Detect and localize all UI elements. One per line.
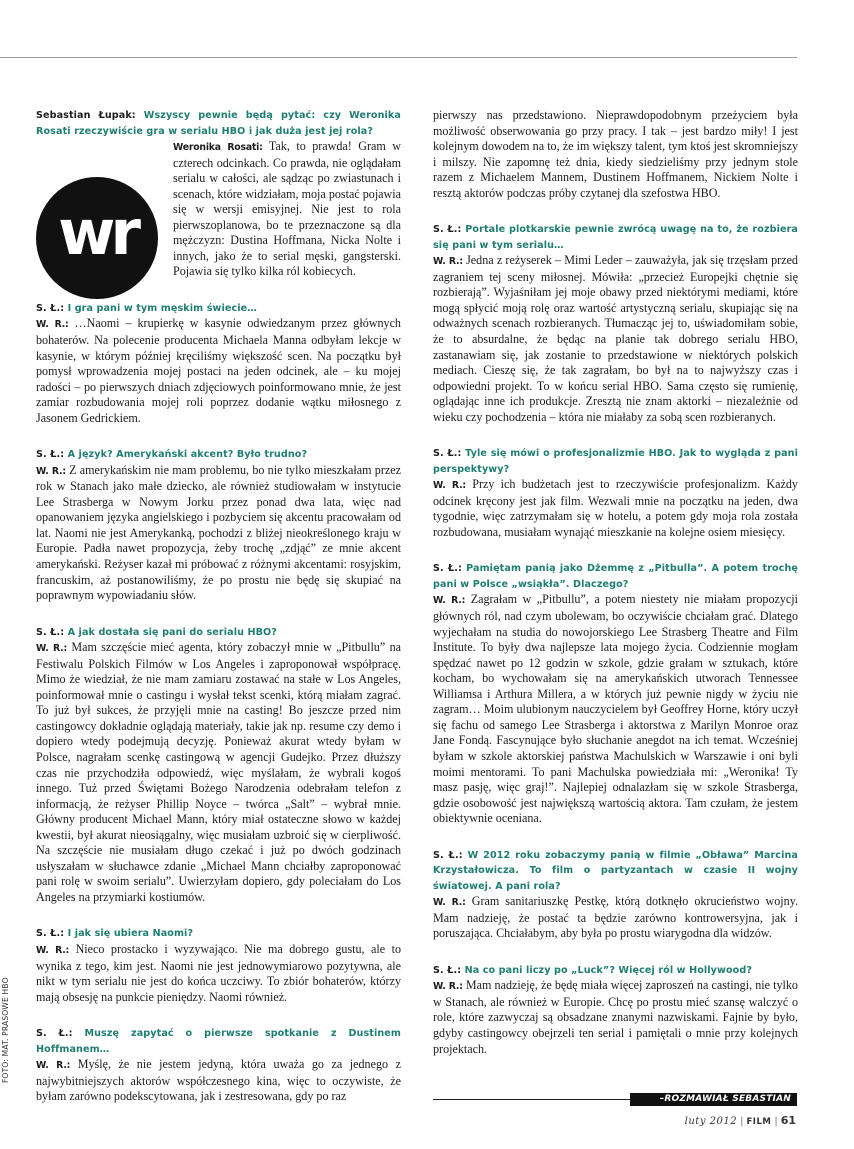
answer-speaker: Weronika Rosati: xyxy=(173,142,263,153)
answer-continued xyxy=(433,108,798,201)
answer-text: Zagrałam w „Pitbullu”, a potem niestety nie miałam propozycji głównych ról, nad czym ubolewam, bo oczywiście chciałam grać. Dlatego wyjechałam na studia do nowojorskiego Lee Strasberg Theatre and Film Institute. To były dwa najlepsze lata mojego życia. Codziennie mogłam spędzać nawet po 12 godzin w szkole, gdzie grałam w sztukach, które kocham, bo wychowałam się na amerykańskich utworach Tennessee Williamsa i Arthura Millera, a w których już pewnie nigdy w życiu nie zagram… Moim ulubionym nauczycielem był Geoffrey Horne, który uczył się fachu od samego Lee Strasberga i aktorstwa z Marilyn Monroe oraz Jane Fondą. Fascynujące było słuchanie anegdot na ich temat. Wcześniej byłam w szkole aktorskiej państwa Machulskich w Warszawie i oni byli moimi mentorami. To pani Machulska powiedziała mi: „Weronika! Ty masz pasję, więc graj!”. Najlepiej odnalazłam się w szkole Strasberga, gdzie osobowość jest największą wartością aktora. Tam czułam, że jestem obiektywnie oceniana. xyxy=(433,592,798,826)
left-column xyxy=(36,108,401,1126)
answer-text: Jedna z reżyserek – Mimi Leder – zauważyła, jak się trzęsłam przed zagraniem tej sceny miłosnej. Mówiła: „przecież Europejki chętnie się rozbierają”. Wyjaśniłam jej moje obawy przed niektórymi mediami, które mogą spłycić moją rolę oraz wartość artystyczną serialu, skupiając się na odważnych scenach rozbieranych. Tłumacząc jej to, uświadomiłam sobie, że to absurdalne, że będąc na planie tak dobrego serialu HBO, zastanawiam się, jak zostanie to przedstawione w niektórych polskich mediach. Cieszę się, że tak zagrałam, bo był na to najwyższy czas i odpowiedni projekt. To w końcu serial HBO. Sama często się rumienię, oglądając inne ich produkcje. Zresztą nie znam aktorki – niezależnie od wieku czy pochodzenia – która nie miałaby za sobą scen rozbieranych. xyxy=(433,253,798,424)
question xyxy=(36,1026,401,1057)
question xyxy=(433,561,798,592)
qa-block-7 xyxy=(433,446,798,540)
question-text: A jak dostała się pani do serialu HBO? xyxy=(67,626,277,638)
qa-block-0 xyxy=(36,108,401,280)
question xyxy=(36,625,401,641)
answer xyxy=(36,316,401,426)
answer-speaker: W. R.: xyxy=(433,595,466,607)
answer-text: Przy ich budżetach jest to rzeczywiście profesjonalizm. Każdy odcinek kręcony jest jak film. Wezwali mnie na początku na jeden, dwa tygodnie, więc zatrzymałam się w hotelu, a potem gdy moja rola została rozbudowana, musiałam wynająć mieszkanie na kolejne osiem miesięcy. xyxy=(433,477,798,539)
qa-block-1 xyxy=(36,301,401,426)
answer xyxy=(36,942,401,1005)
footer-divider: | xyxy=(740,1116,744,1127)
question-text: I jak się ubiera Naomi? xyxy=(67,928,194,940)
answer-text: Nieco prostacko i wyzywająco. Nie ma dobrego gustu, ale to wynika z tego, kim jest. Naomi nie jest jednowymiarowo pozytywna, ale nikt w tym serialu nie jest do końca uczciwy. To zbiór bohaterów, którzy mają obsesję na punkcie pieniędzy. Naomi również. xyxy=(36,941,401,1004)
question xyxy=(433,222,798,253)
qa-block-4 xyxy=(36,926,401,1005)
magazine-name: FILM xyxy=(746,1117,772,1127)
answer-text: Z amerykańskim nie mam problemu, bo nie tylko mieszkałam przez rok w Stanach jako małe dziecko, ale również studiowałam w instytucie Lee Strasberga w Nowym Jorku przez ponad dwa lata, więc nad opanowaniem języka angielskiego i pozbyciem się akcentu pracowałam od lat. Naomi nie jest Amerykanką, pochodzi z bliżej nieokreślonego kraju w Europie. Padła nawet propozycja, żeby trochę „zdjąć” ze mnie akcent amerykański. Reżyser kazał mi próbować z różnymi akcentami: rosyjskim, francuskim, aż postanowiliśmy, że po prostu nie będę się skupiać na poprawnym wypowiadaniu słów. xyxy=(36,462,401,603)
question-text: I gra pani w tym męskim świecie… xyxy=(67,302,257,314)
qa-block-5 xyxy=(36,1026,401,1105)
answer-speaker: W. R.: xyxy=(36,944,70,956)
question xyxy=(36,108,401,139)
answer-speaker: W. R.: xyxy=(433,480,466,492)
qa-block-3 xyxy=(36,625,401,906)
answer-speaker: W. R.: xyxy=(433,256,463,268)
answer-speaker: W. R.: xyxy=(36,319,69,331)
question-text: Muszę zapytać o pierwsze spotkanie z Dustinem Hoffmanem… xyxy=(36,1028,401,1055)
question-speaker: S. Ł.: xyxy=(36,626,65,638)
question-text: Portale plotkarskie pewnie zwrócą uwagę na to, że rozbiera się pani w tym serialu… xyxy=(433,224,798,251)
answer-speaker: W. R.: xyxy=(433,897,466,909)
question xyxy=(36,447,401,463)
question-text: Pamiętam panią jako Dżemmę z „Pitbulla”. A potem trochę pani w Polsce „wsiąkła”. Dlaczego? xyxy=(433,563,798,590)
footer-divider: | xyxy=(774,1116,778,1127)
question xyxy=(36,926,401,942)
answer-speaker: W. R.: xyxy=(36,465,66,477)
question-speaker: S. Ł.: xyxy=(36,302,65,314)
answer xyxy=(433,592,798,826)
qa-block-continued xyxy=(433,108,798,201)
question-text: Tyle się mówi o profesjonalizmie HBO. Jak to wygląda z pani perspektywy? xyxy=(433,448,798,475)
question-speaker: S. Ł.: xyxy=(433,563,462,575)
answer-text: Gram sanitariuszkę Pestkę, którą dotknęło okrucieństwo wojny. Mam nadzieję, że postać ta będzie zarówno kontrowersyjna, jak i poruszająca. Chciałabym, aby była po prostu wiarygodna dla widzów. xyxy=(433,894,798,941)
question-speaker: S. Ł.: xyxy=(433,964,462,976)
question xyxy=(433,446,798,477)
answer-text: Mam nadzieję, że będę miała więcej zaproszeń na castingi, nie tylko w Stanach, ale również w Europie. Chcę po prostu mieć szansę walczyć o role, które zazwyczaj są obsadzane znanymi nazwiskami. Fajnie by było, gdyby castingowcy obejrzeli ten serial i pamiętali o mnie przy kolejnych projektach. xyxy=(433,978,798,1056)
answer-text: Myślę, że nie jestem jedyną, która uważa go za jednego z najwybitniejszych aktorów współczesnego kina, więc to oczywiste, że byłam zarówno podekscytowana, jak i zestresowana, gdy po raz xyxy=(36,1057,401,1104)
question-speaker: S. Ł.: xyxy=(433,224,462,236)
answer-text: Mam szczęście mieć agenta, który zobaczył mnie w „Pitbullu” na Festiwalu Polskich Filmów w Los Angeles i zaproponował współpracę. Mimo że wiedział, że nie mam zamiaru zostawać na stałe w Los Angeles, poinformował mnie o castingu i wysłał tekst scenki, którą miałam zagrać. To już był sukces, że przyjęli mnie na casting! Bo jeszcze przed nim castingowcy dokładnie oglądają materiały, takie jak np. resume czy demo i dopiero wtedy podejmują decyzję. Ponieważ akurat wtedy byłam w Polsce, nagrałam scenkę castingową w agencji Gudejko. Przez dłuższy czas nie przychodziła odpowiedź, więc myślałam, że wybrali kogoś innego. Tuż przed Świętami Bożego Narodzenia odebrałam telefon z informacją, że reżyser Phillip Noyce – twórca „Salt” – wybrał mnie. Główny producent Michael Mann, który miał ostateczne słowo w każdej kwestii, był akurat nieosiągalny, więc musiałam uzbroić się w cierpliwość. Na szczęście nie musiałam długo czekać i już po dwóch godzinach usłyszałam w słuchawce zdanie „Michael Mann chciałby zaproponować pani rolę w swoim serialu”. Uwierzyłam dopiero, gdy poleciałam do Los Angeles na przymiarki kostiumów. xyxy=(36,640,401,904)
question xyxy=(36,301,401,317)
question-text: A język? Amerykański akcent? Było trudno? xyxy=(67,449,308,461)
question-text: Na co pani liczy po „Luck”? Więcej ról w Hollywood? xyxy=(464,964,753,976)
answer xyxy=(433,978,798,1057)
page-number: 61 xyxy=(780,1114,796,1127)
qa-block-9 xyxy=(433,848,798,942)
qa-block-2 xyxy=(36,447,401,603)
credit-rule xyxy=(433,1099,630,1100)
answer xyxy=(36,640,401,905)
intro-answer xyxy=(36,139,401,280)
answer-speaker: W. R.: xyxy=(433,981,463,993)
question-text: Wszyscy pewnie będą pytać: czy Weronika Rosati rzeczywiście gra w serialu HBO i jak duża jest jej rola? xyxy=(36,110,401,137)
question-speaker: S. Ł.: xyxy=(36,1028,73,1040)
qa-block-6 xyxy=(433,222,798,425)
qa-block-8 xyxy=(433,561,798,826)
question-speaker: S. Ł.: xyxy=(433,849,463,861)
question-speaker: S. Ł.: xyxy=(433,448,462,460)
interviewer-credit: –ROZMAWIAŁ SEBASTIAN ŁUPAK xyxy=(630,1093,797,1106)
qa-block-10 xyxy=(433,963,798,1057)
question-speaker: Sebastian Łupak: xyxy=(36,110,136,121)
right-column xyxy=(433,108,798,1078)
answer xyxy=(36,463,401,604)
answer-speaker: W. R.: xyxy=(36,643,67,655)
answer xyxy=(433,253,798,425)
question-speaker: S. Ł.: xyxy=(36,928,65,940)
answer xyxy=(173,139,401,280)
answer-text: …Naomi – krupierkę w kasynie odwiedzanym przez głównych bohaterów. Na polecenie producenta Michaela Manna odbyłam lekcje w kasynie, w którym później kręciliśmy większość scen. Na początku był pomysł wprowadzenia mojej postaci na jeden odcinek, ale – ku mojej radości – po pierwszych dniach zdjęciowych poinformowano mnie, że jest zamiar rozbudowania mojej roli poprzez dodanie wątku miłosnego z Jasonem Gedrickiem. xyxy=(36,316,401,425)
answer xyxy=(433,477,798,540)
wr-logo xyxy=(36,177,158,299)
issue-date: luty 2012 xyxy=(684,1116,738,1127)
page-footer xyxy=(685,1114,796,1127)
answer xyxy=(36,1057,401,1105)
answer-text: Tak, to prawda! Gram w czterech odcinkach. Co prawda, nie oglądałam serialu w całości, ale sądząc po zwiastunach i scenach, które widziałam, moja postać pojawia się w wersji emisyjnej. Nie jest to rola pierwszoplanowa, bo te przeznaczone są dla mężczyzn: Dustina Hoffmana, Nicka Nolte i innych, jako że to serial męski, gangsterski. Pojawia się tylko kilka ról kobiecych. xyxy=(173,139,402,279)
question xyxy=(433,848,798,895)
answer-text: pierwszy nas przedstawiono. Nieprawdopodobnym przeżyciem była możliwość obserwowania go przy pracy. I tak – jest bardzo miły! I jest kolejnym dowodem na to, że im większy talent, tym ktoś jest skromniejszy i milszy. Nie zapomnę też dnia, kiedy siedzieliśmy przy jednym stole razem z Michaelem Mannem, Dustinem Hoffmanem, Nickiem Nolte i resztą aktorów podczas próby czytanej dla szefostwa HBO. xyxy=(433,108,798,200)
wr-logo-text: wr xyxy=(58,196,136,269)
photo-credit: FOTO: MAT. PRASOWE HBO xyxy=(1,977,10,1083)
question-speaker: S. Ł.: xyxy=(36,449,65,461)
answer xyxy=(433,894,798,942)
answer-speaker: W. R.: xyxy=(36,1060,71,1072)
question xyxy=(433,963,798,979)
question-text: W 2012 roku zobaczymy panią w filmie „Obława” Marcina Krzystałowicza. To film o partyzantach w czasie II wojny światowej. A pani rola? xyxy=(433,849,798,892)
top-rule xyxy=(0,57,797,58)
